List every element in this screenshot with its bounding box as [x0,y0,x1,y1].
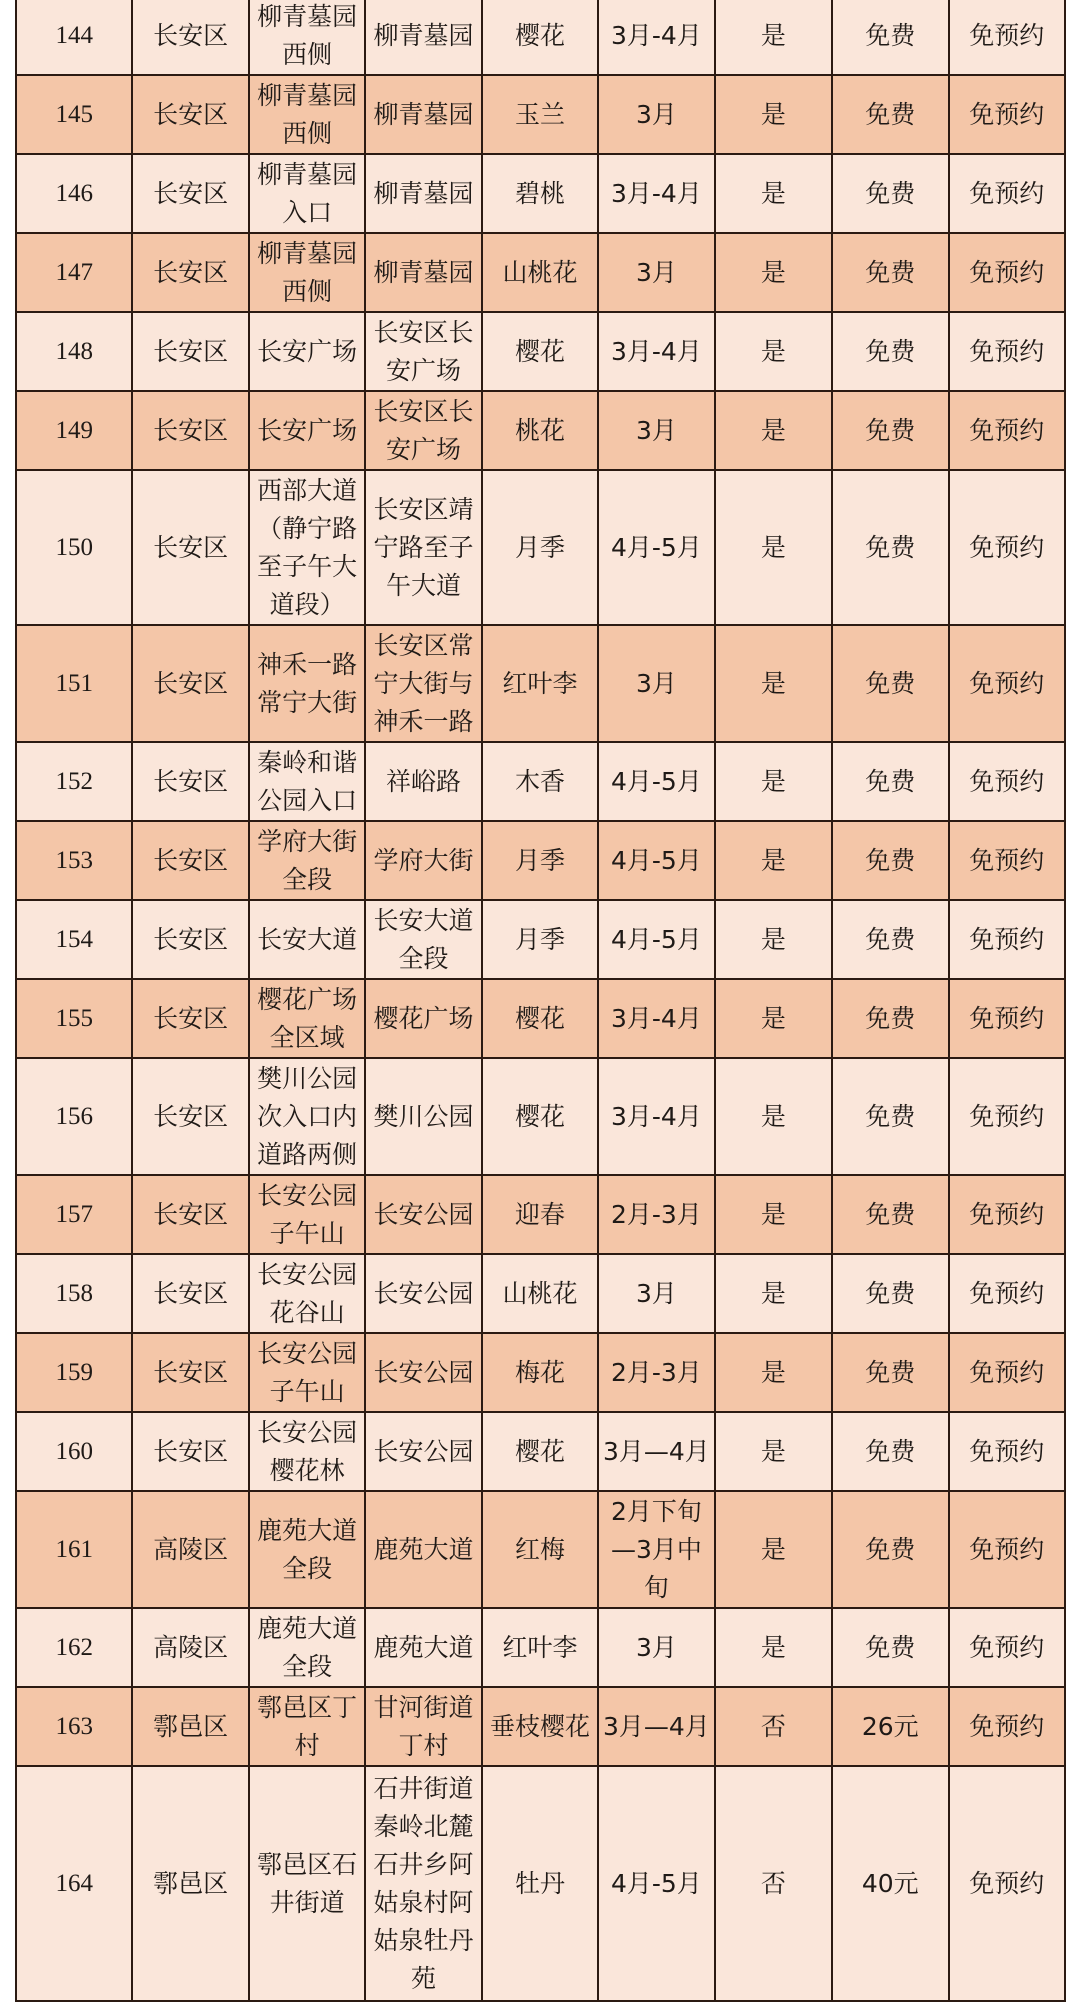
reservation-cell: 免预约 [949,0,1066,75]
bloom-period-cell: 3月 [598,1608,714,1687]
reservation-cell: 免预约 [949,1333,1066,1412]
district-cell: 长安区 [132,625,248,742]
bloom-period-cell: 2月-3月 [598,1175,714,1254]
flower-cell: 牡丹 [482,1766,598,2001]
address-cell: 柳青墓园 [365,154,481,233]
location-cell: 樊川公园次入口内道路两侧 [249,1058,365,1175]
bloom-period-cell: 4月-5月 [598,742,714,821]
location-cell: 樱花广场全区域 [249,979,365,1058]
reservation-cell: 免预约 [949,1608,1066,1687]
district-cell: 鄠邑区 [132,1766,248,2001]
reservation-cell: 免预约 [949,979,1066,1058]
fee-cell: 免费 [832,233,948,312]
location-cell: 柳青墓园西侧 [249,0,365,75]
open-status-cell: 否 [715,1766,832,2001]
open-status-cell: 是 [715,312,832,391]
location-cell: 鹿苑大道全段 [249,1608,365,1687]
reservation-cell: 免预约 [949,821,1066,900]
district-cell: 长安区 [132,154,248,233]
address-cell: 长安公园 [365,1412,481,1491]
table-row [16,742,1065,821]
row-number: 162 [16,1608,132,1687]
flower-cell: 玉兰 [482,75,598,154]
address-cell: 长安区靖宁路至子午大道 [365,470,481,625]
reservation-cell: 免预约 [949,75,1066,154]
table-row [16,1058,1065,1175]
bloom-period-cell: 2月下旬—3月中旬 [598,1491,714,1608]
location-cell: 长安大道 [249,900,365,979]
fee-cell: 免费 [832,1175,948,1254]
bloom-period-cell: 3月-4月 [598,979,714,1058]
open-status-cell: 是 [715,1333,832,1412]
row-number: 155 [16,979,132,1058]
district-cell: 长安区 [132,391,248,470]
table-row [16,470,1065,625]
reservation-cell: 免预约 [949,900,1066,979]
location-cell: 柳青墓园西侧 [249,75,365,154]
district-cell: 长安区 [132,1333,248,1412]
reservation-cell: 免预约 [949,1058,1066,1175]
table-row [16,1333,1065,1412]
row-number: 149 [16,391,132,470]
fee-cell: 免费 [832,470,948,625]
address-cell: 石井街道秦岭北麓石井乡阿姑泉村阿姑泉牡丹苑 [365,1766,481,2001]
table-row [16,1491,1065,1608]
fee-cell: 免费 [832,1491,948,1608]
row-number: 146 [16,154,132,233]
district-cell: 鄠邑区 [132,1687,248,1766]
bloom-period-cell: 3月-4月 [598,312,714,391]
flower-cell: 月季 [482,821,598,900]
location-cell: 西部大道（静宁路至子午大道段） [249,470,365,625]
fee-cell: 免费 [832,625,948,742]
flower-cell: 梅花 [482,1333,598,1412]
open-status-cell: 是 [715,979,832,1058]
district-cell: 长安区 [132,0,248,75]
row-number: 160 [16,1412,132,1491]
district-cell: 长安区 [132,1058,248,1175]
flower-cell: 木香 [482,742,598,821]
table-row [16,154,1065,233]
flower-cell: 樱花 [482,312,598,391]
open-status-cell: 是 [715,470,832,625]
location-cell: 长安公园子午山 [249,1175,365,1254]
flower-cell: 红梅 [482,1491,598,1608]
location-cell: 柳青墓园入口 [249,154,365,233]
reservation-cell: 免预约 [949,233,1066,312]
row-number: 157 [16,1175,132,1254]
location-cell: 长安广场 [249,391,365,470]
location-cell: 学府大街全段 [249,821,365,900]
open-status-cell: 是 [715,0,832,75]
flower-cell: 月季 [482,470,598,625]
reservation-cell: 免预约 [949,1412,1066,1491]
location-cell: 鄠邑区石井街道 [249,1766,365,2001]
open-status-cell: 是 [715,1058,832,1175]
fee-cell: 免费 [832,154,948,233]
address-cell: 长安区长安广场 [365,391,481,470]
fee-cell: 免费 [832,75,948,154]
flower-viewing-table [15,0,1066,2002]
bloom-period-cell: 3月 [598,75,714,154]
district-cell: 长安区 [132,1175,248,1254]
reservation-cell: 免预约 [949,391,1066,470]
table-row [16,979,1065,1058]
address-cell: 长安公园 [365,1333,481,1412]
reservation-cell: 免预约 [949,742,1066,821]
address-cell: 鹿苑大道 [365,1608,481,1687]
row-number: 144 [16,0,132,75]
table-row [16,391,1065,470]
bloom-period-cell: 3月-4月 [598,1058,714,1175]
fee-cell: 40元 [832,1766,948,2001]
address-cell: 学府大街 [365,821,481,900]
flower-cell: 桃花 [482,391,598,470]
bloom-period-cell: 3月—4月 [598,1687,714,1766]
district-cell: 长安区 [132,1254,248,1333]
flower-cell: 山桃花 [482,1254,598,1333]
reservation-cell: 免预约 [949,470,1066,625]
address-cell: 鹿苑大道 [365,1491,481,1608]
row-number: 147 [16,233,132,312]
flower-cell: 樱花 [482,0,598,75]
district-cell: 长安区 [132,1412,248,1491]
row-number: 154 [16,900,132,979]
table-row [16,1608,1065,1687]
table-row [16,1254,1065,1333]
row-number: 145 [16,75,132,154]
fee-cell: 免费 [832,1608,948,1687]
flower-cell: 樱花 [482,1412,598,1491]
reservation-cell: 免预约 [949,1766,1066,2001]
district-cell: 长安区 [132,75,248,154]
location-cell: 长安广场 [249,312,365,391]
district-cell: 长安区 [132,233,248,312]
address-cell: 甘河街道丁村 [365,1687,481,1766]
row-number: 164 [16,1766,132,2001]
reservation-cell: 免预约 [949,154,1066,233]
address-cell: 长安大道全段 [365,900,481,979]
fee-cell: 免费 [832,0,948,75]
table-row [16,1412,1065,1491]
fee-cell: 免费 [832,742,948,821]
address-cell: 柳青墓园 [365,233,481,312]
reservation-cell: 免预约 [949,312,1066,391]
table-row [16,75,1065,154]
row-number: 161 [16,1491,132,1608]
flower-cell: 樱花 [482,1058,598,1175]
location-cell: 神禾一路常宁大街 [249,625,365,742]
reservation-cell: 免预约 [949,625,1066,742]
bloom-period-cell: 3月 [598,391,714,470]
address-cell: 柳青墓园 [365,0,481,75]
open-status-cell: 是 [715,154,832,233]
flower-cell: 山桃花 [482,233,598,312]
bloom-period-cell: 3月—4月 [598,1412,714,1491]
reservation-cell: 免预约 [949,1491,1066,1608]
fee-cell: 免费 [832,900,948,979]
bloom-period-cell: 4月-5月 [598,470,714,625]
fee-cell: 26元 [832,1687,948,1766]
open-status-cell: 是 [715,1175,832,1254]
open-status-cell: 是 [715,1412,832,1491]
location-cell: 柳青墓园西侧 [249,233,365,312]
table-row [16,1687,1065,1766]
fee-cell: 免费 [832,821,948,900]
open-status-cell: 否 [715,1687,832,1766]
address-cell: 长安公园 [365,1254,481,1333]
open-status-cell: 是 [715,742,832,821]
open-status-cell: 是 [715,391,832,470]
bloom-period-cell: 4月-5月 [598,821,714,900]
row-number: 151 [16,625,132,742]
location-cell: 秦岭和谐公园入口 [249,742,365,821]
district-cell: 高陵区 [132,1608,248,1687]
location-cell: 长安公园樱花林 [249,1412,365,1491]
fee-cell: 免费 [832,312,948,391]
bloom-period-cell: 4月-5月 [598,900,714,979]
district-cell: 长安区 [132,979,248,1058]
district-cell: 长安区 [132,312,248,391]
district-cell: 长安区 [132,900,248,979]
row-number: 163 [16,1687,132,1766]
bloom-period-cell: 3月 [598,625,714,742]
flower-cell: 月季 [482,900,598,979]
address-cell: 樱花广场 [365,979,481,1058]
open-status-cell: 是 [715,1254,832,1333]
table-row [16,1766,1065,2001]
table-row [16,233,1065,312]
fee-cell: 免费 [832,1412,948,1491]
open-status-cell: 是 [715,1608,832,1687]
address-cell: 柳青墓园 [365,75,481,154]
flower-cell: 红叶李 [482,1608,598,1687]
fee-cell: 免费 [832,1058,948,1175]
row-number: 158 [16,1254,132,1333]
table-row [16,312,1065,391]
flower-cell: 碧桃 [482,154,598,233]
fee-cell: 免费 [832,1254,948,1333]
table-row [16,821,1065,900]
district-cell: 长安区 [132,821,248,900]
open-status-cell: 是 [715,625,832,742]
bloom-period-cell: 3月 [598,233,714,312]
row-number: 156 [16,1058,132,1175]
district-cell: 长安区 [132,742,248,821]
row-number: 153 [16,821,132,900]
reservation-cell: 免预约 [949,1175,1066,1254]
address-cell: 长安公园 [365,1175,481,1254]
table-row [16,625,1065,742]
table-row [16,1175,1065,1254]
row-number: 159 [16,1333,132,1412]
open-status-cell: 是 [715,900,832,979]
address-cell: 长安区常宁大街与神禾一路 [365,625,481,742]
fee-cell: 免费 [832,979,948,1058]
location-cell: 鄠邑区丁村 [249,1687,365,1766]
row-number: 152 [16,742,132,821]
district-cell: 高陵区 [132,1491,248,1608]
table-row [16,900,1065,979]
address-cell: 樊川公园 [365,1058,481,1175]
bloom-period-cell: 3月-4月 [598,154,714,233]
location-cell: 长安公园花谷山 [249,1254,365,1333]
open-status-cell: 是 [715,233,832,312]
table-row [16,0,1065,75]
fee-cell: 免费 [832,391,948,470]
district-cell: 长安区 [132,470,248,625]
bloom-period-cell: 2月-3月 [598,1333,714,1412]
flower-cell: 红叶李 [482,625,598,742]
bloom-period-cell: 4月-5月 [598,1766,714,2001]
open-status-cell: 是 [715,1491,832,1608]
bloom-period-cell: 3月 [598,1254,714,1333]
address-cell: 祥峪路 [365,742,481,821]
bloom-period-cell: 3月-4月 [598,0,714,75]
flower-cell: 垂枝樱花 [482,1687,598,1766]
open-status-cell: 是 [715,75,832,154]
flower-cell: 樱花 [482,979,598,1058]
reservation-cell: 免预约 [949,1687,1066,1766]
address-cell: 长安区长安广场 [365,312,481,391]
row-number: 150 [16,470,132,625]
row-number: 148 [16,312,132,391]
location-cell: 鹿苑大道全段 [249,1491,365,1608]
reservation-cell: 免预约 [949,1254,1066,1333]
open-status-cell: 是 [715,821,832,900]
fee-cell: 免费 [832,1333,948,1412]
flower-cell: 迎春 [482,1175,598,1254]
location-cell: 长安公园子午山 [249,1333,365,1412]
